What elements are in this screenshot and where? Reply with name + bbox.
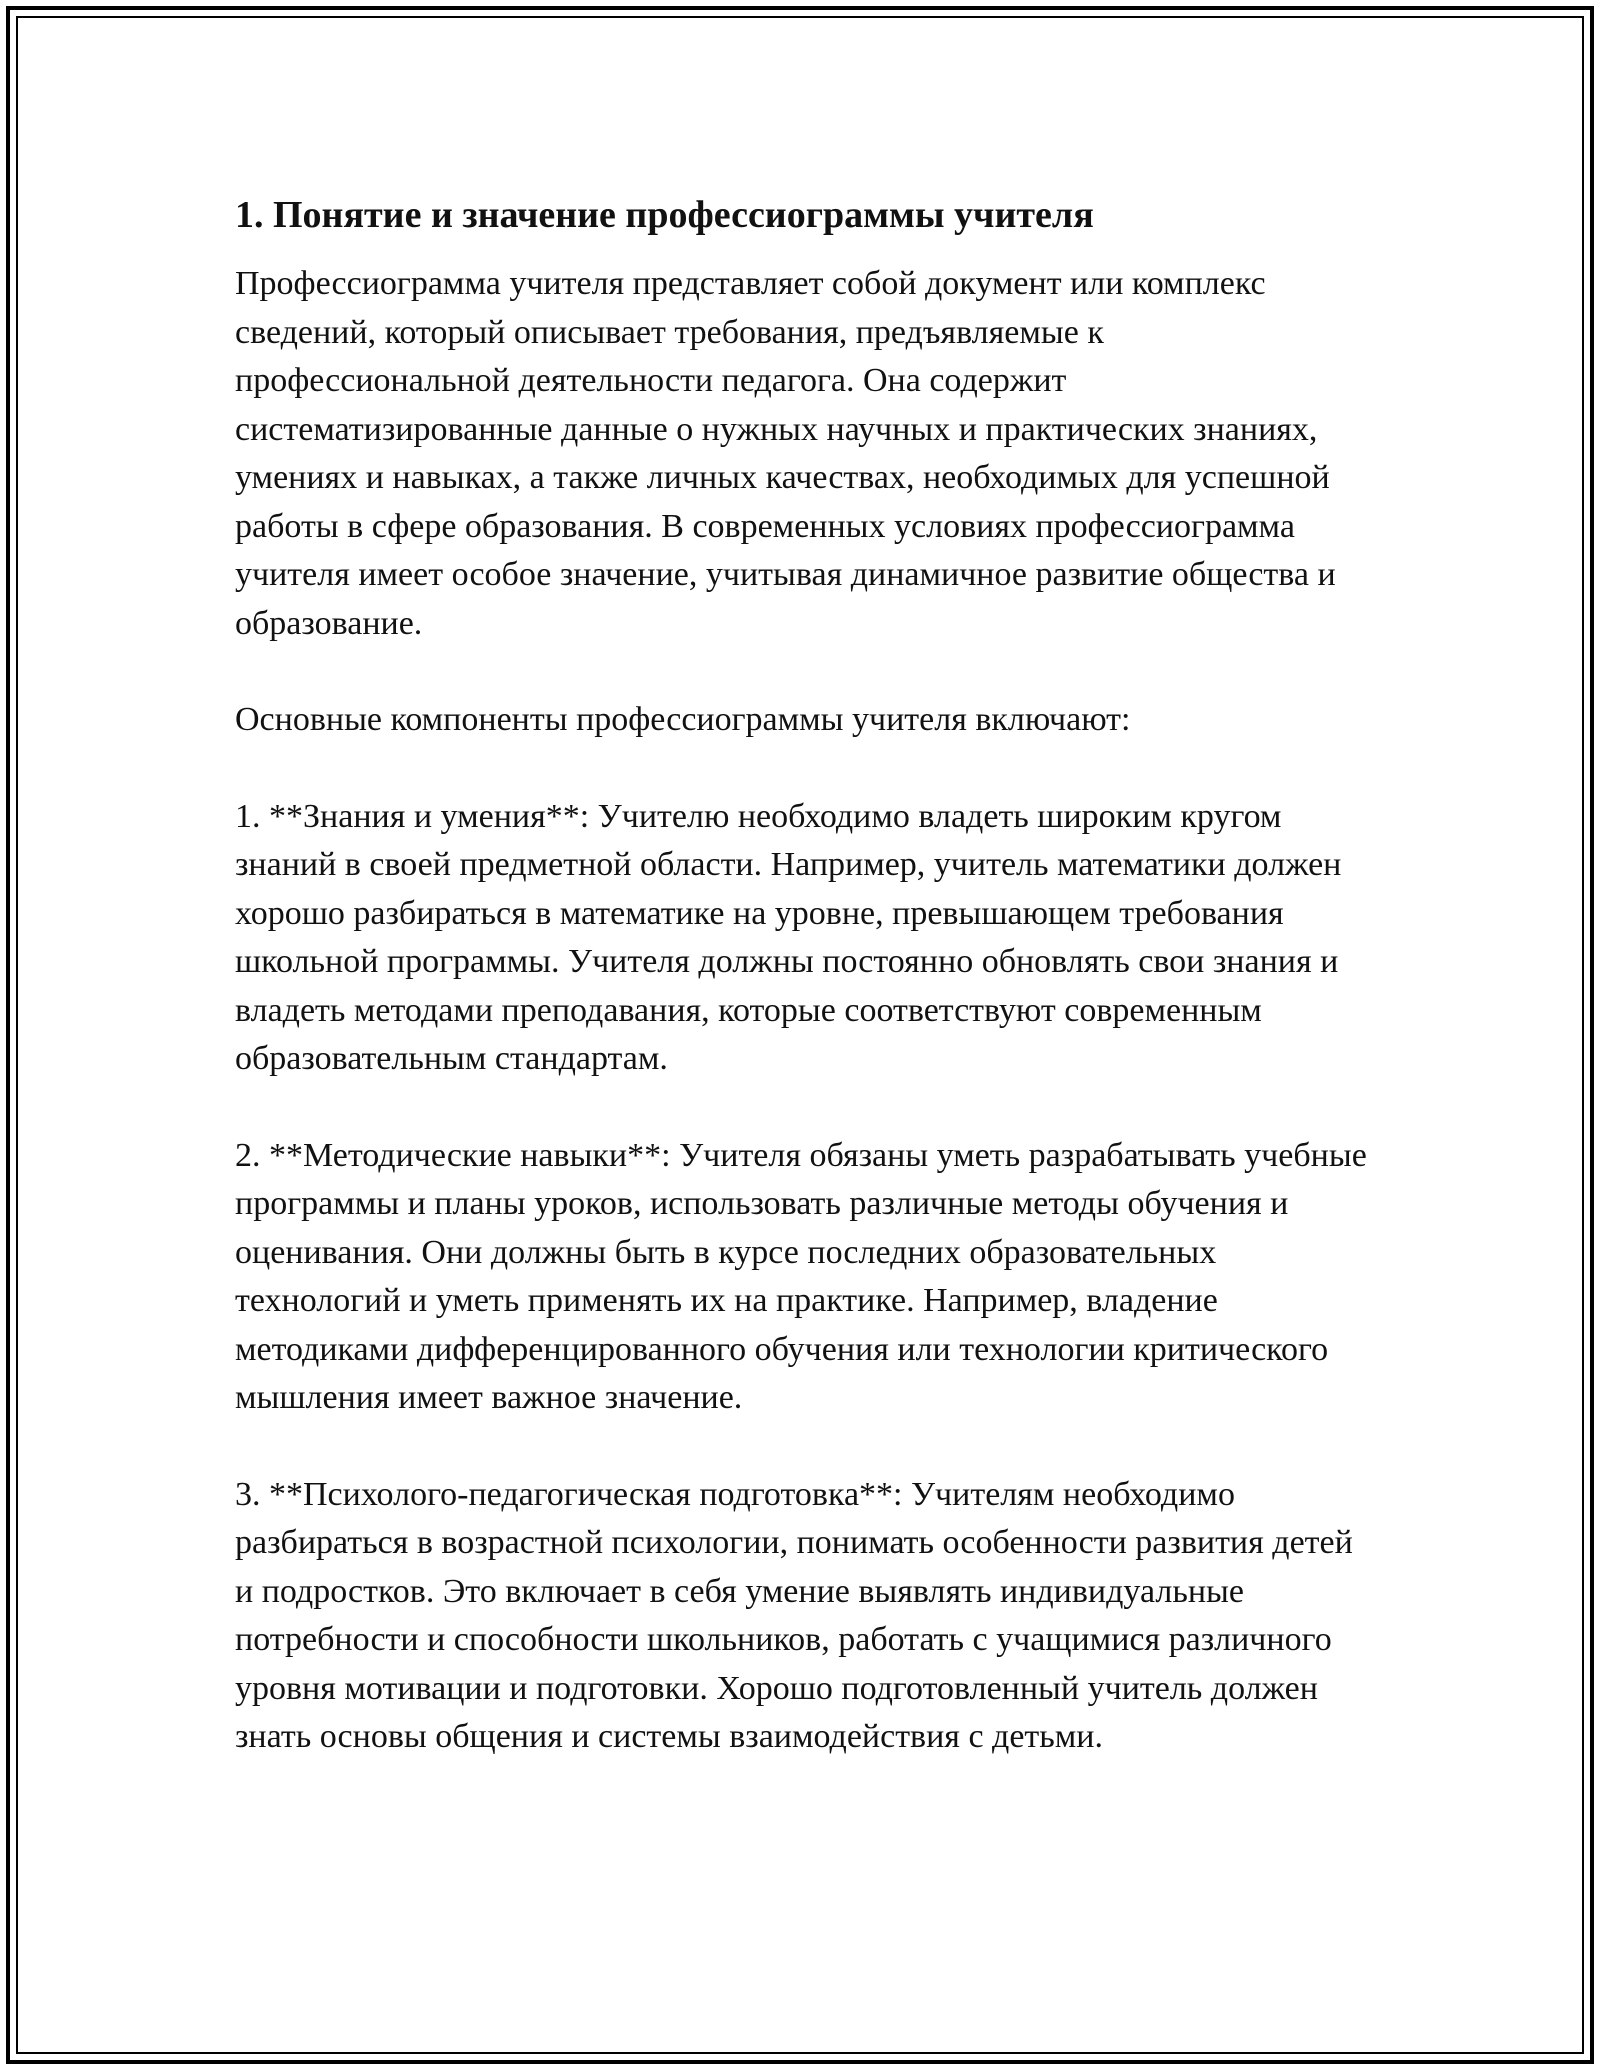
- paragraph-intro: Профессиограмма учителя представляет собой документ или комплекс сведений, который описывает требования, предъявляемые к профессиональной деятельности педагога. Она содержит систематизированные данные о нужных научных и практических знаниях, умениях и навыках, а также личных качествах, необходимых для успешной работы в сфере образования. В современных условиях профессиограмма учителя имеет особое значение, учитывая динамичное развитие общества и образование.: [235, 265, 1336, 642]
- section-heading: 1. Понятие и значение профессиограммы учителя: [235, 194, 1094, 236]
- paragraph-components-lead: Основные компоненты профессиограммы учителя включают:: [235, 701, 1131, 738]
- paragraph-item-psychology: 3. **Психолого-педагогическая подготовка**: Учителям необходимо разбираться в возрастной психологии, понимать особенности развития детей и подростков. Это включает в себя умение выявлять индивидуальные потребности и способности школьников, работать с учащимися различного уровня мотивации и подготовки. Хорошо подготовленный учитель должен знать основы общения и системы взаимодействия с детьми.: [235, 1475, 1353, 1755]
- paragraph-item-knowledge: 1. **Знания и умения**: Учителю необходимо владеть широким кругом знаний в своей предметной области. Например, учитель математики должен хорошо разбираться в математике на уровне, превышающем требования школьной программы. Учителя должны постоянно обновлять свои знания и владеть методами преподавания, которые соответствуют современным образовательным стандартам.: [235, 797, 1342, 1077]
- paragraph-item-methodical-skills: 2. **Методические навыки**: Учителя обязаны уметь разрабатывать учебные программы и планы уроков, использовать различные методы обучения и оценивания. Они должны быть в курсе последних образовательных технологий и уметь применять их на практике. Например, владение методиками дифференцированного обучения или технологии критического мышления имеет важное значение.: [235, 1136, 1367, 1416]
- document-body: [235, 180, 1375, 1810]
